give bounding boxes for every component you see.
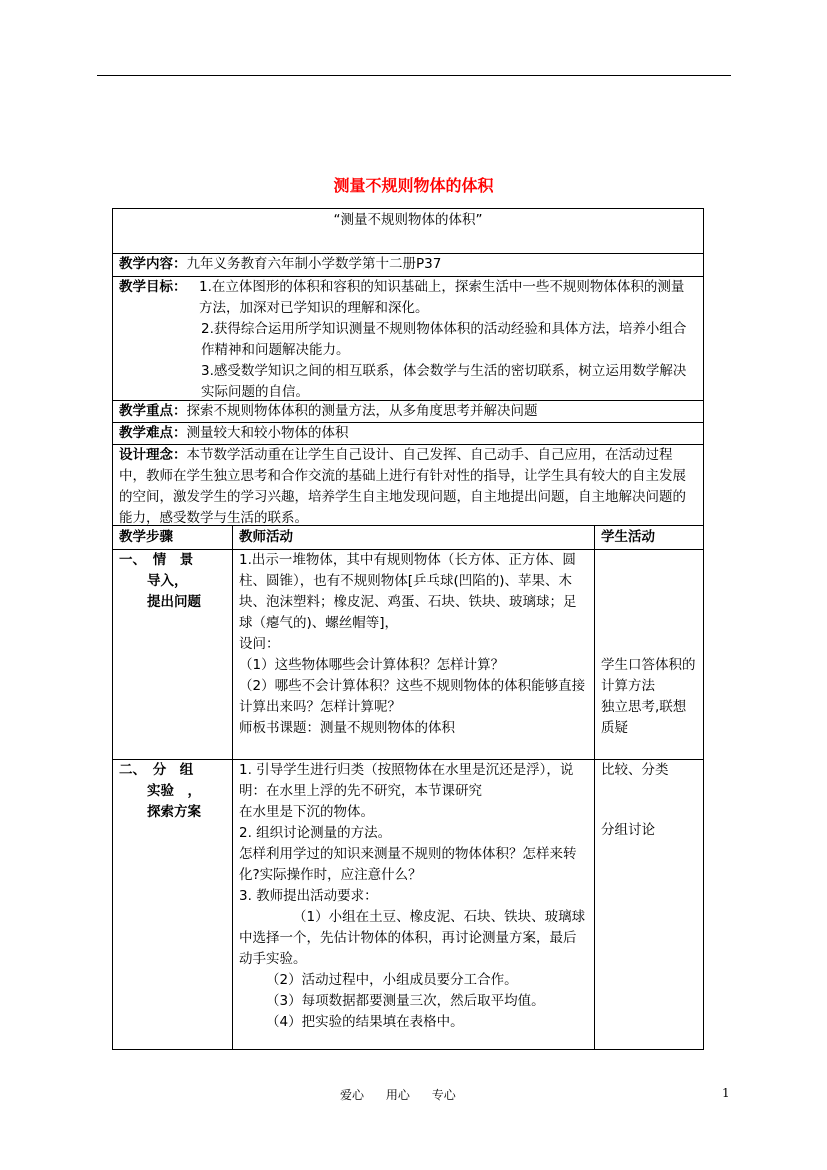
footer-text-c: 专心 — [431, 1088, 456, 1102]
step2-teacher-line: 在水里是下沉的物体。 — [239, 804, 374, 820]
objective-item: 2.获得综合运用所学知识测量不规则物体体积的活动经验和具体方法，培养小组合作精神和问题解决能力。 — [201, 321, 687, 358]
step2-title-line2: 实验 ， — [147, 783, 201, 799]
footer-text-a: 爱心 — [340, 1088, 365, 1102]
step2-teacher-line: （4）把实验的结果填在表格中。 — [266, 1014, 464, 1030]
step2-student-line: 比较、分类 — [601, 762, 669, 778]
design-text: 本节数学活动重在让学生自己设计、自己发挥、自己动手、自己应用，在活动过程中，教师在学生独立思考和合作交流的基础上进行有针对性的指导，让学生具有较大的自主发展的空间，激发学生的学习兴趣，培养学生自主地发现问题，自主地提出问题，自主地解决问题的能力，感受数学与生活的联系。 — [119, 447, 686, 526]
step1-row — [113, 549, 703, 759]
step2-teacher-line: 2. 组织讨论测量的方法。 — [239, 825, 392, 841]
step1-title-line1: 一、 情 景 — [119, 552, 194, 568]
step2-row — [113, 759, 703, 1049]
objective-item: 3.感受数学知识之间的相互联系，体会数学与生活的密切联系，树立运用数学解决实际问题的自信。 — [201, 363, 687, 400]
header-steps: 教学步骤 — [119, 529, 173, 545]
lesson-title-row — [113, 209, 703, 253]
objective-item: 1.在立体图形的体积和容积的知识基础上，探索生活中一些不规则物体体积的测量方法，加深对已学知识的理解和深化。 — [199, 279, 685, 316]
step1-student-line: 学生口答体积的计算方法 — [601, 657, 696, 694]
step2-teacher-line: 1. 引导学生进行归类（按照物体在水里是沉还是浮），说明：在水里上浮的先不研究，本节课研究 — [239, 762, 574, 799]
step2-title-line1: 二、 分 组 — [119, 762, 194, 778]
design-label: 设计理念： — [119, 447, 187, 463]
content-text: 九年义务教育六年制小学数学第十二册P37 — [186, 256, 442, 272]
content-row — [113, 253, 703, 276]
step1-title-line2: 导入， — [147, 573, 188, 589]
lesson-title: “测量不规则物体的体积” — [333, 212, 483, 228]
key-point-label: 教学重点： — [119, 403, 187, 419]
page-number: 1 — [722, 1086, 730, 1100]
objectives-label: 教学目标： — [119, 279, 187, 295]
step1-teacher-line: 师板书课题：测量不规则物体的体积 — [239, 720, 455, 736]
lesson-plan-table — [112, 208, 704, 1050]
step2-teacher-line: 怎样利用学过的知识来测量不规则的物体体积？怎样来转化?实际操作时，应注意什么？ — [239, 846, 577, 883]
header-rule — [97, 75, 731, 76]
step2-title-line3: 探索方案 — [147, 804, 201, 820]
step1-title-line3: 提出问题 — [147, 594, 201, 610]
footer-text-b: 用心 — [385, 1088, 410, 1102]
document-title: 测量不规则物体的体积 — [333, 176, 494, 195]
header-teacher: 教师活动 — [239, 529, 293, 545]
step2-teacher-line: （3）每项数据都要测量三次，然后取平均值。 — [266, 993, 545, 1009]
step2-student-line: 分组讨论 — [601, 822, 655, 838]
key-point-row — [113, 400, 703, 422]
design-row — [113, 444, 703, 525]
steps-header-row — [113, 525, 703, 549]
step1-teacher-line: 设问： — [239, 636, 280, 652]
step1-student-line: 独立思考,联想质疑 — [601, 699, 687, 736]
content-label: 教学内容： — [119, 256, 187, 272]
difficulty-label: 教学难点： — [119, 425, 187, 441]
difficulty-row — [113, 422, 703, 444]
key-point-text: 探索不规则物体体积的测量方法，从多角度思考并解决问题 — [186, 403, 538, 419]
objectives-row — [113, 276, 703, 400]
step2-teacher-line: （1）小组在土豆、橡皮泥、石块、铁块、玻璃球中选择一个，先估计物体的体积，再讨论测量方案，最后动手实验。 — [239, 909, 586, 967]
header-student: 学生活动 — [601, 529, 655, 545]
step2-teacher-line: 3. 教师提出活动要求： — [239, 888, 378, 904]
step1-teacher-line: （2）哪些不会计算体积？这些不规则物体的体积能够直接计算出来吗？怎样计算呢？ — [239, 678, 586, 715]
difficulty-text: 测量较大和较小物体的体积 — [186, 425, 349, 441]
step1-teacher-line: （1）这些物体哪些会计算体积？怎样计算？ — [239, 657, 505, 673]
step1-teacher-line: 1.出示一堆物体，其中有规则物体（长方体、正方体、圆柱、圆锥），也有不规则物体[乒乓球(凹陷的)、苹果、木块、泡沫塑料；橡皮泥、鸡蛋、石块、铁块、玻璃球；足球（瘪气的)、螺丝帽等]， — [239, 552, 577, 631]
step2-teacher-line: （2）活动过程中，小组成员要分工合作。 — [266, 972, 518, 988]
